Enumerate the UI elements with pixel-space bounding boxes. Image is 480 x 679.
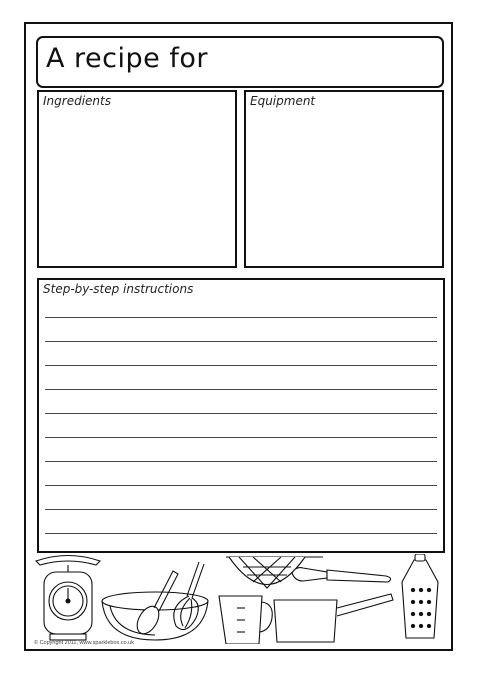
ruled-line — [45, 365, 437, 366]
grater-icon — [402, 554, 438, 638]
title-box[interactable] — [36, 36, 444, 88]
ruled-line — [45, 437, 437, 438]
page-title: A recipe for — [46, 43, 208, 74]
ingredients-label: Ingredients — [43, 94, 111, 108]
knife-icon — [292, 568, 391, 582]
recipe-sheet — [24, 22, 453, 651]
ruled-line — [45, 341, 437, 342]
ingredients-box[interactable] — [37, 90, 237, 268]
ruled-line — [45, 389, 437, 390]
saucepan-icon — [274, 594, 393, 642]
ruled-line — [45, 509, 437, 510]
ruled-line — [45, 413, 437, 414]
ruled-line — [45, 485, 437, 486]
equipment-label: Equipment — [250, 94, 316, 108]
ruled-line — [45, 461, 437, 462]
kitchen-scale-icon — [36, 556, 100, 641]
kitchen-utensils-illustration — [34, 554, 446, 644]
copyright-text: © Copyright 2011, www.sparklebox.co.uk — [34, 640, 134, 646]
equipment-box[interactable] — [244, 90, 444, 268]
ruled-line — [45, 533, 437, 534]
instructions-label: Step-by-step instructions — [43, 282, 194, 296]
measuring-jug-icon — [219, 596, 272, 644]
instructions-box[interactable] — [37, 278, 445, 553]
ruled-line — [45, 317, 437, 318]
